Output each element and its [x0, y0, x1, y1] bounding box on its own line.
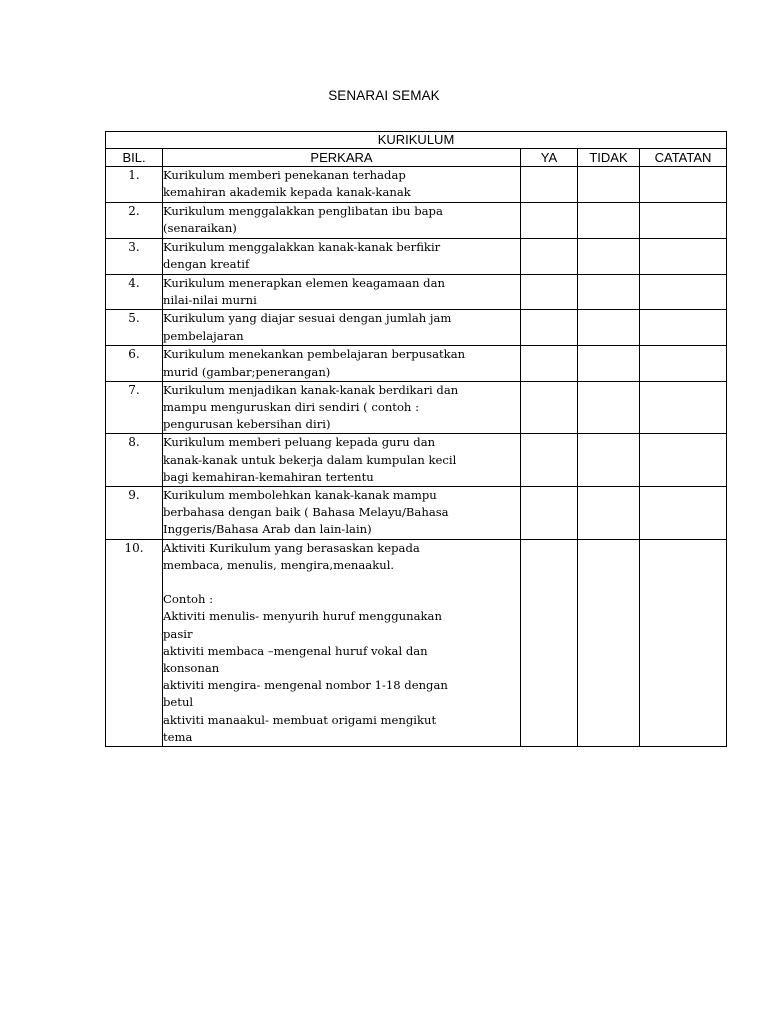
row-perkara: Kurikulum menjadikan kanak-kanak berdikari dan mampu menguruskan diri sendiri ( contoh : pengurusan kebersihan diri) [163, 381, 521, 434]
row-perkara: Kurikulum menerapkan elemen keagamaan dan nilai-nilai murni [163, 275, 521, 310]
row-number: 6. [106, 346, 163, 381]
ya-cell[interactable] [521, 310, 578, 346]
tidak-cell[interactable] [578, 239, 640, 275]
catatan-cell[interactable] [640, 167, 727, 203]
checklist-body [106, 167, 727, 747]
catatan-cell[interactable] [640, 381, 727, 434]
row-number: 3. [106, 239, 163, 275]
tidak-cell[interactable] [578, 203, 640, 239]
row-perkara: Kurikulum menekankan pembelajaran berpusatkan murid (gambar;penerangan) [163, 346, 521, 381]
section-header-row [106, 132, 727, 149]
row-perkara: Kurikulum memberi penekanan terhadap kemahiran akademik kepada kanak-kanak [163, 167, 521, 203]
column-header-perkara: PERKARA [163, 149, 521, 167]
catatan-cell[interactable] [640, 539, 727, 746]
table-row [106, 539, 727, 746]
tidak-cell[interactable] [578, 167, 640, 203]
catatan-cell[interactable] [640, 346, 727, 381]
row-number: 1. [106, 167, 163, 203]
section-header: KURIKULUM [106, 132, 727, 149]
tidak-cell[interactable] [578, 487, 640, 540]
tidak-cell[interactable] [578, 310, 640, 346]
row-number: 2. [106, 203, 163, 239]
tidak-cell[interactable] [578, 346, 640, 381]
column-header-bil: BIL. [106, 149, 163, 167]
row-perkara: Aktiviti Kurikulum yang berasaskan kepada membaca, menulis, mengira,menaakul. Contoh : Aktiviti menulis- menyurih huruf menggunakan pasir aktiviti membaca –mengenal huruf vokal dan konsonan aktiviti mengira- mengenal nombor 1-18 dengan betul aktiviti manaakul- membuat origami mengikut tema [163, 539, 521, 746]
row-number: 4. [106, 275, 163, 310]
checklist-table [105, 131, 727, 747]
row-number: 5. [106, 310, 163, 346]
ya-cell[interactable] [521, 381, 578, 434]
column-header-catatan: CATATAN [640, 149, 727, 167]
table-row [106, 167, 727, 203]
ya-cell[interactable] [521, 167, 578, 203]
catatan-cell[interactable] [640, 203, 727, 239]
table-row [106, 487, 727, 540]
ya-cell[interactable] [521, 434, 578, 487]
catatan-cell[interactable] [640, 310, 727, 346]
tidak-cell[interactable] [578, 275, 640, 310]
ya-cell[interactable] [521, 239, 578, 275]
row-number: 8. [106, 434, 163, 487]
page-title: SENARAI SEMAK [328, 88, 440, 103]
catatan-cell[interactable] [640, 487, 727, 540]
ya-cell[interactable] [521, 203, 578, 239]
row-number: 7. [106, 381, 163, 434]
ya-cell[interactable] [521, 539, 578, 746]
table-row [106, 381, 727, 434]
row-number: 9. [106, 487, 163, 540]
table-row [106, 346, 727, 381]
row-perkara: Kurikulum memberi peluang kepada guru dan kanak-kanak untuk bekerja dalam kumpulan kecil bagi kemahiran-kemahiran tertentu [163, 434, 521, 487]
row-perkara: Kurikulum menggalakkan kanak-kanak berfikir dengan kreatif [163, 239, 521, 275]
table-row [106, 275, 727, 310]
tidak-cell[interactable] [578, 434, 640, 487]
column-header-row [106, 149, 727, 167]
tidak-cell[interactable] [578, 381, 640, 434]
row-perkara: Kurikulum menggalakkan penglibatan ibu bapa (senaraikan) [163, 203, 521, 239]
tidak-cell[interactable] [578, 539, 640, 746]
ya-cell[interactable] [521, 346, 578, 381]
column-header-ya: YA [521, 149, 578, 167]
row-perkara: Kurikulum membolehkan kanak-kanak mampu berbahasa dengan baik ( Bahasa Melayu/Bahasa Inggeris/Bahasa Arab dan lain-lain) [163, 487, 521, 540]
row-perkara: Kurikulum yang diajar sesuai dengan jumlah jam pembelajaran [163, 310, 521, 346]
table-row [106, 434, 727, 487]
catatan-cell[interactable] [640, 434, 727, 487]
catatan-cell[interactable] [640, 239, 727, 275]
catatan-cell[interactable] [640, 275, 727, 310]
table-row [106, 239, 727, 275]
table-row [106, 310, 727, 346]
ya-cell[interactable] [521, 275, 578, 310]
ya-cell[interactable] [521, 487, 578, 540]
row-number: 10. [106, 539, 163, 746]
column-header-tidak: TIDAK [578, 149, 640, 167]
table-row [106, 203, 727, 239]
